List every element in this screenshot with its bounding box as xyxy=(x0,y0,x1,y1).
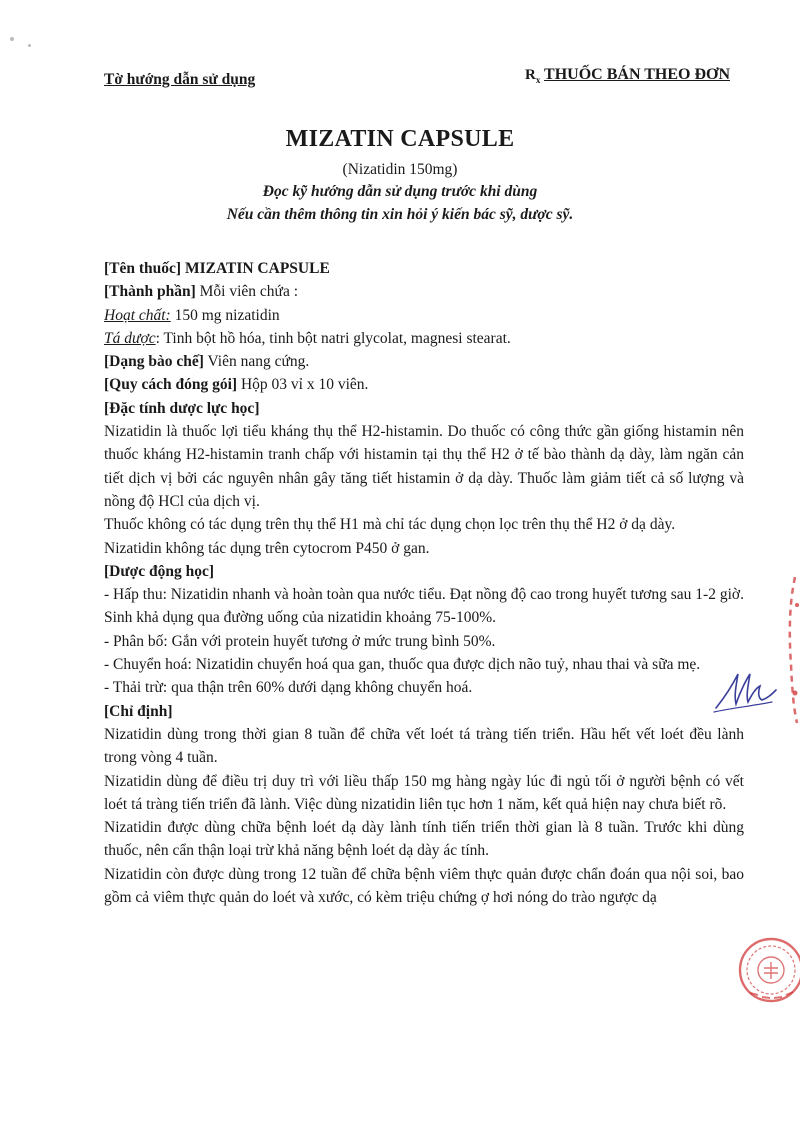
pharmacodynamics-paragraph: Nizatidin là thuốc lợi tiểu kháng thụ thể H2-histamin. Do thuốc có công thức gần giống histamin nên thuốc kháng H2-histamin tranh chấp với histamin tại thụ thể H2 ở tế bào thành dạ dày, làm ngăn cản tiết dịch vị bởi các nguyên nhân gây tăng tiết histamin ở dạ dày. Thuốc làm giảm tiết cả số lượng và nồng độ HCl của dịch vị. xyxy=(104,423,744,510)
section-pharmacokinetics-heading: [Dược động học] xyxy=(104,562,215,580)
section-drug-name xyxy=(104,257,744,280)
elimination-item: - Thải trừ: qua thận trên 60% dưới dạng không chuyển hoá. xyxy=(104,679,473,697)
drug-name-value: MIZATIN CAPSULE xyxy=(184,260,330,277)
section-label: [Quy cách đóng gói] xyxy=(104,376,238,394)
section-packaging xyxy=(104,373,744,396)
signature-mark xyxy=(712,668,782,718)
official-stamp xyxy=(736,935,800,1005)
excipients xyxy=(104,327,744,350)
active-ingredient xyxy=(104,304,744,327)
section-label: [Dạng bào chế] xyxy=(104,353,204,371)
active-ingredient-value: 150 mg nizatidin xyxy=(170,306,280,324)
indications-paragraph: Nizatidin được dùng chữa bệnh loét dạ dày lành tính tiến triển thời gian là 8 tuần. Trước khi dùng thuốc, nên cẩn thận loại trừ khả năng bệnh loét dạ dày ác tính. xyxy=(104,819,744,860)
stamp-edge-mark xyxy=(783,575,800,725)
leaflet-label: Tờ hướng dẫn sử dụng xyxy=(104,71,256,88)
product-title: MIZATIN CAPSULE xyxy=(285,126,515,152)
section-label: [Tên thuốc] xyxy=(104,260,182,277)
warning-note-1: Đọc kỹ hướng dẫn sử dụng trước khi dùng xyxy=(262,183,538,200)
prescription-text: THUỐC BÁN THEO ĐƠN xyxy=(544,66,730,83)
leaflet-content xyxy=(104,257,744,909)
section-composition xyxy=(104,280,744,303)
indications-paragraph: Nizatidin dùng để điều trị duy trì với liều thấp 150 mg hàng ngày lúc đi ngủ tối ở người bệnh có vết loét tá tràng tiến triển đã lành. Việc dùng nizatidin liên tục hơn 1 năm, kết quả hiện nay chưa biết rõ. xyxy=(104,772,744,813)
rx-symbol: $R_x$ xyxy=(524,67,541,85)
scan-speck xyxy=(10,37,14,41)
packaging-value: Hộp 03 vỉ x 10 viên. xyxy=(240,376,369,394)
section-label: [Thành phần] xyxy=(104,283,196,301)
pharmacodynamics-paragraph: Thuốc không có tác dụng trên thụ thể H1 mà chỉ tác dụng chọn lọc trên thụ thể H2 ở dạ dày. xyxy=(104,516,676,534)
active-ingredient-label: Hoạt chất: xyxy=(104,306,171,324)
indications-paragraph: Nizatidin còn được dùng trong 12 tuần để chữa bệnh viêm thực quản được chẩn đoán qua nội soi, bao gồm cả viêm thực quản do loét và xước, có kèm triệu chứng ợ hơi nóng do trào ngược dạ xyxy=(104,865,744,907)
absorption-item: - Hấp thu: Nizatidin nhanh và hoàn toàn qua nước tiểu. Đạt nồng độ cao trong huyết tương sau 1-2 giờ. Sinh khả dụng qua đường uống của nizatidin khoảng 75-100%. xyxy=(104,586,744,627)
section-pharmacodynamics-heading: [Đặc tính dược lực học] xyxy=(104,399,260,417)
product-subtitle: (Nizatidin 150mg) xyxy=(342,161,458,178)
indications-paragraph: Nizatidin dùng trong thời gian 8 tuần để chữa vết loét tá tràng tiến triển. Hầu hết vết loét đều lành trong vòng 4 tuần. xyxy=(104,725,744,767)
warning-note-2: Nếu cần thêm thông tin xin hỏi ý kiến bác sỹ, dược sỹ. xyxy=(226,206,574,223)
scan-speck xyxy=(28,44,31,47)
metabolism-item: - Chuyển hoá: Nizatidin chuyển hoá qua gan, thuốc qua được dịch não tuỷ, nhau thai và sữa mẹ. xyxy=(104,656,701,674)
distribution-item: - Phân bố: Gắn với protein huyết tương ở mức trung bình 50%. xyxy=(104,632,496,650)
excipients-label: Tá dược xyxy=(104,329,156,347)
dosage-form-value: Viên nang cứng. xyxy=(207,353,310,371)
prescription-label xyxy=(525,66,730,85)
composition-value: Mỗi viên chứa : xyxy=(199,283,299,301)
excipients-value: : Tinh bột hồ hóa, tinh bột natri glycolat, magnesi stearat. xyxy=(155,329,511,347)
section-dosage-form xyxy=(104,350,744,373)
pharmacodynamics-paragraph: Nizatidin không tác dụng trên cytocrom P450 ở gan. xyxy=(104,539,430,557)
section-indications-heading: [Chỉ định] xyxy=(104,702,173,720)
